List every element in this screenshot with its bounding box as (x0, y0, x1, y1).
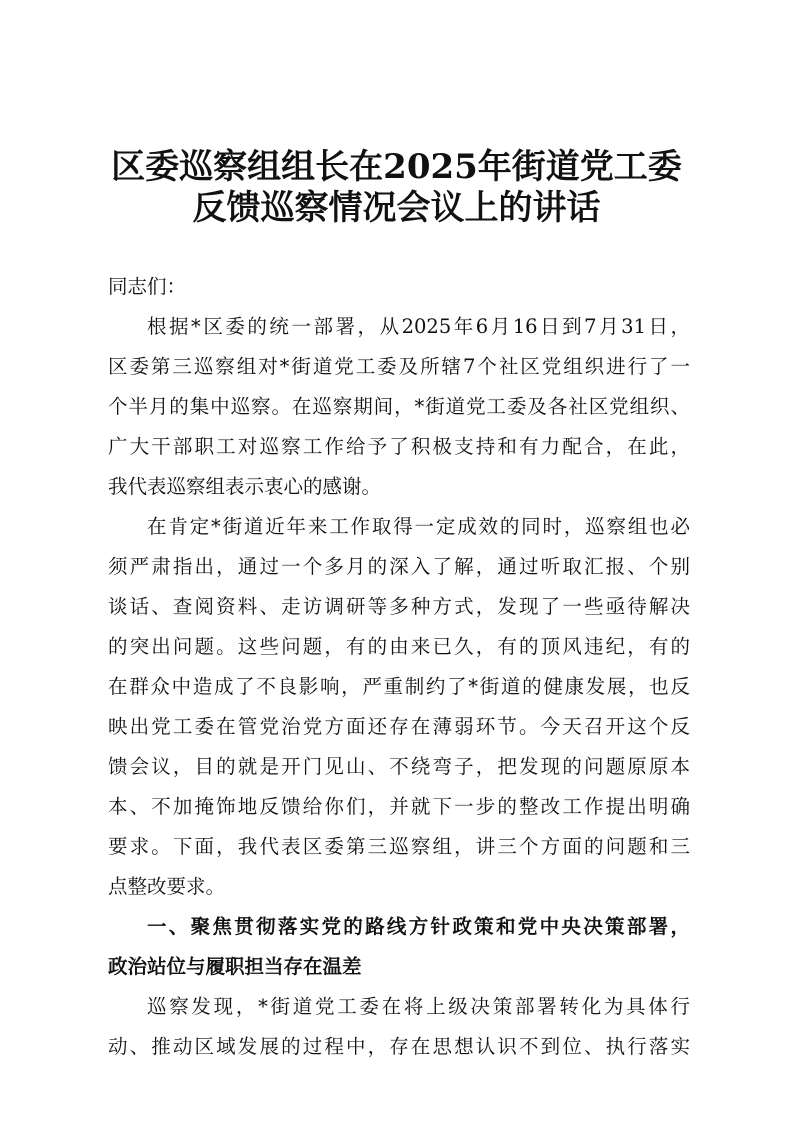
document-title-line-1: 区委巡察组组长在2025年街道党工委 (111, 147, 682, 187)
paragraph-3 (108, 987, 690, 1067)
paragraph-line: 我代表巡察组表示衷心的感谢。 (108, 475, 382, 498)
paragraph-line: 本、不加掩饰地反馈给你们，并就下一步的整改工作提出明确 (108, 795, 690, 818)
heading-line: 政治站位与履职担当存在温差 (108, 955, 362, 978)
paragraph-line: 在群众中造成了不良影响，严重制约了*街道的健康发展，也反 (108, 675, 690, 698)
paragraph-line: 谈话、查阅资料、走访调研等多种方式，发现了一些亟待解决 (108, 595, 690, 618)
section-heading-1 (108, 907, 690, 987)
paragraph-line: 根据*区委的统一部署，从2025年6月16日到7月31日， (147, 315, 690, 338)
paragraph-line: 映出党工委在管党治党方面还存在薄弱环节。今天召开这个反 (108, 715, 690, 738)
salutation (108, 267, 690, 307)
paragraph-line: 的突出问题。这些问题，有的由来已久，有的顶风违纪，有的 (108, 635, 690, 658)
heading-line: 一、聚焦贯彻落实党的路线方针政策和党中央决策部署， (147, 915, 690, 938)
paragraph-line: 动、推动区域发展的过程中，存在思想认识不到位、执行落实 (108, 1035, 690, 1058)
document-body (108, 267, 690, 1067)
paragraph-line: 须严肃指出，通过一个多月的深入了解，通过听取汇报、个别 (108, 555, 690, 578)
paragraph-1 (108, 307, 690, 507)
paragraph-line: 要求。下面，我代表区委第三巡察组，讲三个方面的问题和三 (108, 835, 690, 858)
paragraph-line: 点整改要求。 (108, 875, 226, 898)
paragraph-line: 个半月的集中巡察。在巡察期间，*街道党工委及各社区党组织、 (108, 395, 690, 418)
paragraph-line: 在肯定*街道近年来工作取得一定成效的同时，巡察组也必 (147, 515, 690, 538)
document-title-line-2: 反馈巡察情况会议上的讲话 (192, 188, 601, 228)
paragraph-line: 巡察发现，*街道党工委在将上级决策部署转化为具体行 (147, 995, 690, 1018)
paragraph-line: 区委第三巡察组对*街道党工委及所辖7个社区党组织进行了一 (108, 355, 690, 378)
salutation-text: 同志们： (108, 275, 187, 298)
paragraph-line: 广大干部职工对巡察工作给予了积极支持和有力配合，在此， (108, 435, 690, 458)
paragraph-2 (108, 507, 690, 907)
paragraph-line: 馈会议，目的就是开门见山、不绕弯子，把发现的问题原原本 (108, 755, 690, 778)
